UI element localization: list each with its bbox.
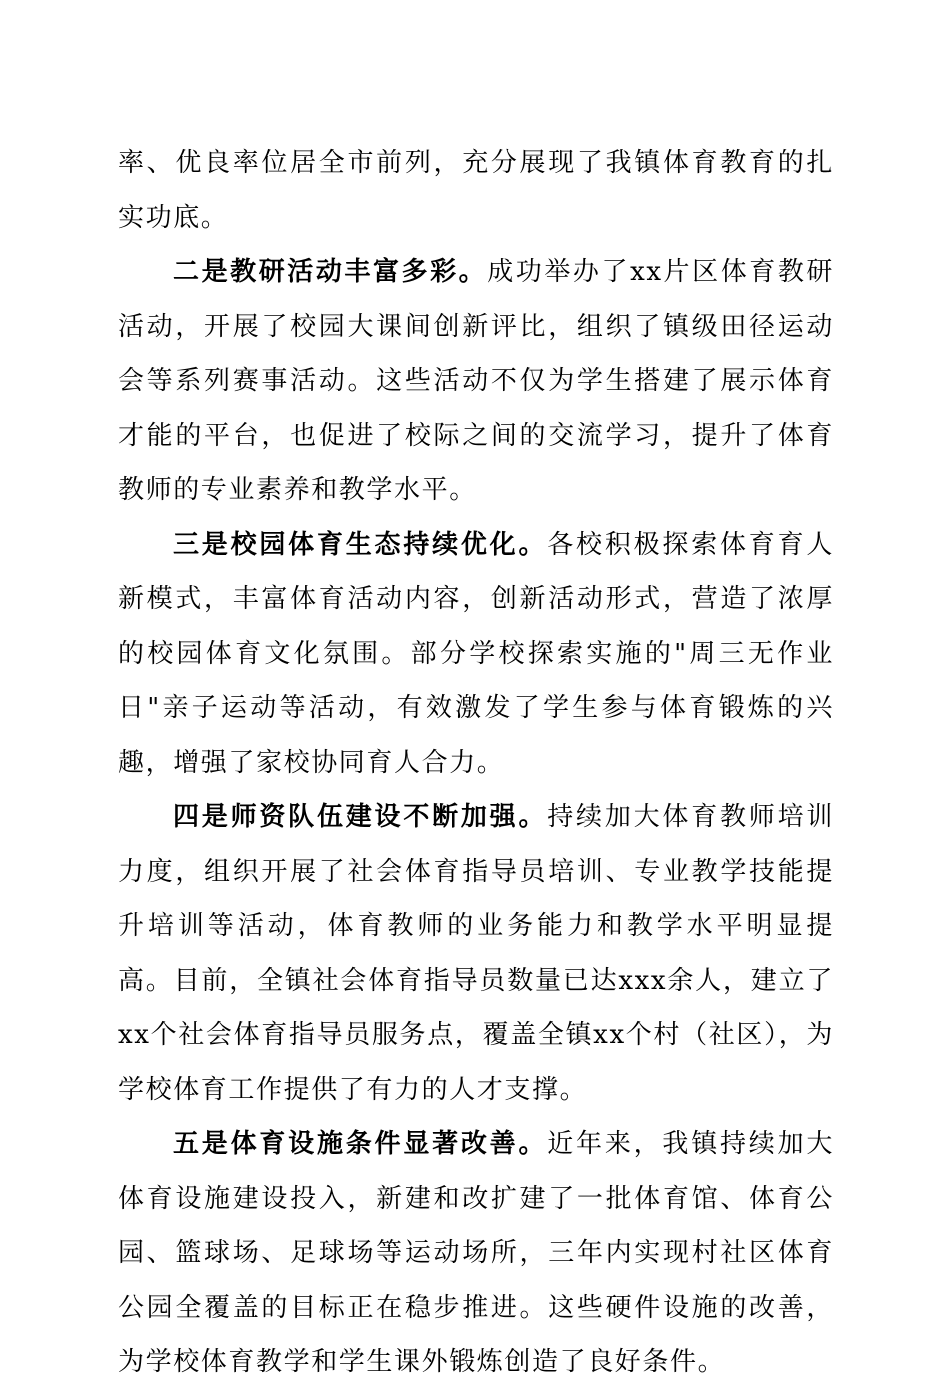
paragraph-campus-ecology xyxy=(118,518,834,791)
paragraph-lead: 二是教研活动丰富多彩。 xyxy=(173,257,488,287)
paragraph-text: 近年来，我镇持续加大体育设施建设投入，新建和改扩建了一批体育馆、体育公园、篮球场、足球场等运动场所，三年内实现村社区体育公园全覆盖的目标正在稳步推进。这些硬件设施的改善，为学校体育教学和学生课外锻炼创造了良好条件。 xyxy=(118,1129,834,1377)
paragraph-research-activities xyxy=(118,245,834,518)
paragraph-text: 成功举办了xx片区体育教研活动，开展了校园大课间创新评比，组织了镇级田径运动会等系列赛事活动。这些活动不仅为学生搭建了展示体育才能的平台，也促进了校际之间的交流学习，提升了体育教师的专业素养和教学水平。 xyxy=(118,257,834,505)
paragraph-facilities xyxy=(118,1117,834,1390)
paragraph-text: 各校积极探索体育育人新模式，丰富体育活动内容，创新活动形式，营造了浓厚的校园体育文化氛围。部分学校探索实施的"周三无作业日"亲子运动等活动，有效激发了学生参与体育锻炼的兴趣，增强了家校协同育人合力。 xyxy=(118,529,834,778)
paragraph-lead: 五是体育设施条件显著改善。 xyxy=(173,1129,548,1159)
paragraph-continuation xyxy=(118,136,834,245)
paragraph-lead: 四是师资队伍建设不断加强。 xyxy=(173,802,548,832)
paragraph-text: 率、优良率位居全市前列，充分展现了我镇体育教育的扎实功底。 xyxy=(118,148,834,233)
paragraph-teacher-team xyxy=(118,790,834,1117)
document-body xyxy=(118,136,834,1390)
paragraph-text: 持续加大体育教师培训力度，组织开展了社会体育指导员培训、专业教学技能提升培训等活动，体育教师的业务能力和教学水平明显提高。目前，全镇社会体育指导员数量已达xxx余人，建立了xx个社会体育指导员服务点，覆盖全镇xx个村（社区），为学校体育工作提供了有力的人才支撑。 xyxy=(118,802,834,1105)
paragraph-lead: 三是校园体育生态持续优化。 xyxy=(173,529,548,560)
